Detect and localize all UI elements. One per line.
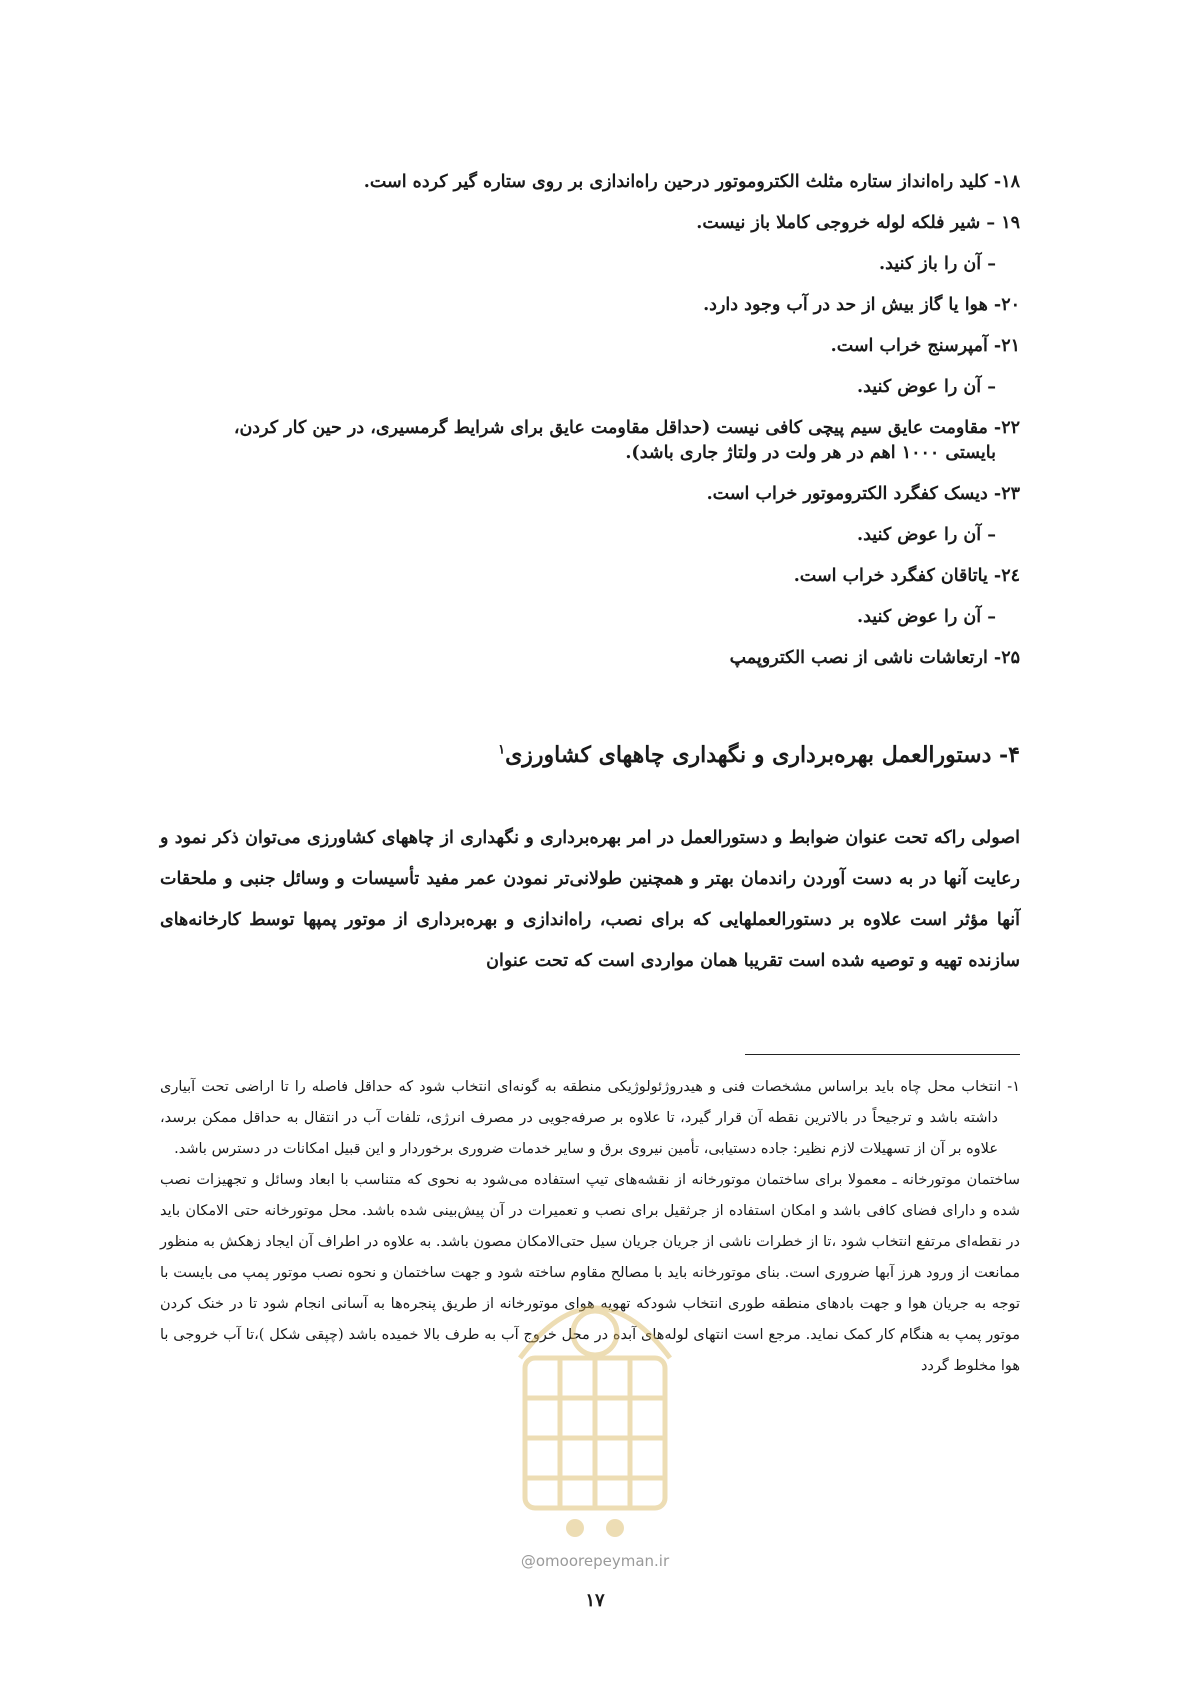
list-item: ۲۱- آمپرسنج خراب است.: [830, 336, 1020, 356]
list-action: – آن را عوض کنید.: [857, 607, 996, 627]
list-item-continuation: بایستی ۱۰۰۰ اهم در هر ولت در ولتاژ جاری باشد).: [625, 443, 996, 463]
footnote-paragraph: ۱- انتخاب محل چاه باید براساس مشخصات فنی و هیدروژئولوژیکی منطقه به گونه‌ای انتخاب شود که حداقل فاصله را تا اراضی تحت آبیاری داشته باشد و ترجیحاً در بالاترین نقطه آن قرار گیرد، تا علاوه بر صرفه‌جویی در مصرف انرژی، تلفات آب در انتقال به حداقل ممکن برسد، علاوه بر آن از تسهیلات لازم نظیر: جاده دستیابی، تأمین نیروی برق و سایر خدمات ضروری برخوردار و این قبیل امکانات در دسترس باشد.: [160, 1079, 1020, 1157]
section-heading: [160, 742, 1020, 768]
footnote-paragraph: ساختمان موتورخانه ـ معمولا برای ساختمان موتورخانه از نقشه‌های تیپ استفاده می‌شود به نحوی که متناسب با ابعاد وسائل و تجهیزات نصب شده و دارای فضای کافی باشد و امکان استفاده از جرثقیل برای نصب و تعمیرات در آن پیش‌بینی شده باشد. محل موتورخانه حتی الامکان باید در نقطه‌ای مرتفع انتخاب شود ،تا از خطرات ناشی از جریان جریان سیل حتی‌الامکان مصون باشد. به علاوه در اطراف آن ایجاد زهکش به منظور ممانعت از ورود هرز آبها ضروری است. بنای موتورخانه باید با مصالح مقاوم ساخته شود و جهت ساختمان و نحوه نصب موتور پمپ می بایست با توجه به جریان هوا و جهت بادهای منطقه طوری انتخاب شودکه تهویه هوای موتورخانه از طریق پنجره‌ها به آسانی انجام شود تا در خنک کردن موتور پمپ به هنگام کار کمک نماید. مرجع است انتهای لوله‌های آبده در محل خروج آب به طرف بالا خمیده باشد (چپقی شکل )،تا آب خروجی با هوا مخلوط گردد: [160, 1172, 1020, 1374]
footnote-block: [160, 1072, 1020, 1382]
section-title: ۴- دستورالعمل بهره‌برداری و نگهداری چاههای کشاورزی: [505, 742, 1020, 768]
watermark-url: @omoorepeyman.ir: [520, 1552, 670, 1570]
list-item: ۱۹ – شیر فلکه لوله خروجی کاملا باز نیست.: [696, 213, 1020, 233]
list-item: ۲۵- ارتعاشات ناشی از نصب الکتروپمپ: [729, 648, 1020, 668]
list-action: – آن را باز کنید.: [879, 254, 996, 274]
list-item: [160, 416, 1020, 466]
list-item: ۲۰- هوا یا گاز بیش از حد در آب وجود دارد.: [703, 295, 1020, 315]
footnote-divider: [745, 1054, 1020, 1055]
list-item: ۲۳- دیسک کفگرد الکتروموتور خراب است.: [706, 484, 1020, 504]
list-action: – آن را عوض کنید.: [857, 525, 996, 545]
list-item: ۱۸- کلید راه‌انداز ستاره مثلث الکتروموتور درحین راه‌اندازی بر روی ستاره گیر کرده است.: [363, 172, 1020, 192]
list-item-line: ۲۲- مقاومت عایق سیم پیچی کافی نیست (حداقل مقاومت عایق برای شرایط گرمسیری، در حین کار کردن،: [233, 418, 1020, 438]
footnote-reference: ۱: [498, 742, 506, 758]
page-number: ۱۷: [585, 1590, 605, 1611]
list-item: ۲٤- یاتاقان کفگرد خراب است.: [793, 566, 1020, 586]
list-action: – آن را عوض کنید.: [857, 377, 996, 397]
intro-paragraph: اصولی راکه تحت عنوان ضوابط و دستورالعمل در امر بهره‌برداری و نگهداری از چاههای کشاورزی می‌توان ذکر نمود و رعایت آنها در به دست آوردن راندمان بهتر و همچنین طولانی‌تر نمودن عمر مفید تأسیسات و وسائل جنبی و ملحقات آنها مؤثر است علاوه بر دستورالعملهایی که برای نصب، راه‌اندازی و بهره‌برداری از موتور پمپها توسط کارخانه‌های سازنده تهیه و توصیه شده است تقریبا همان مواردی است که تحت عنوان: [160, 828, 1020, 971]
troubleshooting-list: [160, 170, 1020, 687]
